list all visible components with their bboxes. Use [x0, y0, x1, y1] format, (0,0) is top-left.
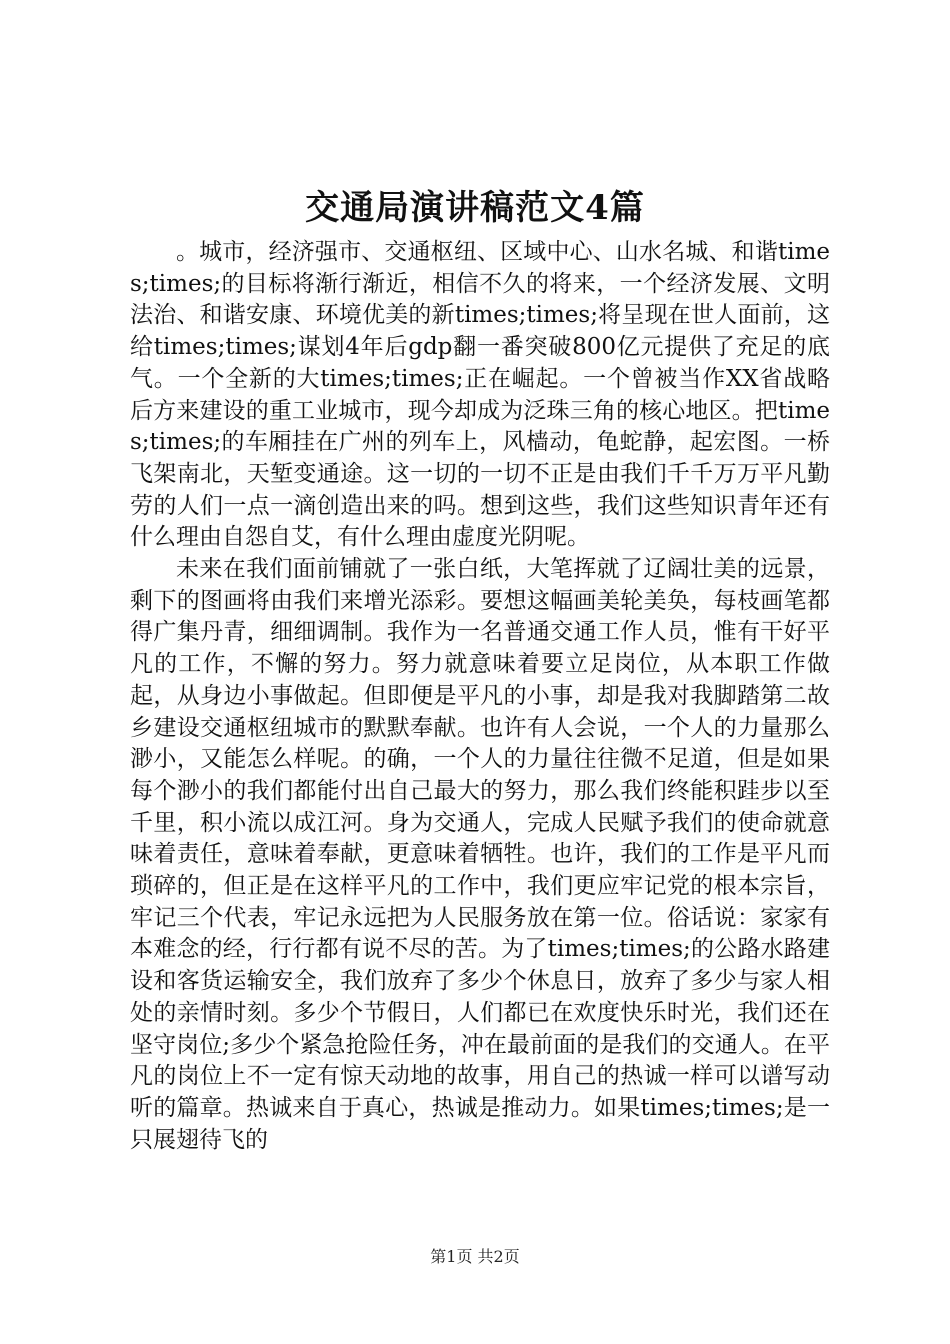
body-paragraph-2: 未来在我们面前铺就了一张白纸，大笔挥就了辽阔壮美的远景，剩下的图画将由我们来增光添彩。要想这幅画美轮美奂，每枝画笔都得广集丹青，细细调制。我作为一名普通交通工作人员，惟有干好平凡的工作，不懈的努力。努力就意味着要立足岗位，从本职工作做起，从身边小事做起。但即便是平凡的小事，却是我对我脚踏第二故乡建设交通枢纽城市的默默奉献。也许有人会说，一个人的力量那么渺小，又能怎么样呢。的确，一个人的力量往往微不足道，但是如果每个渺小的我们都能付出自己最大的努力，那么我们终能积跬步以至千里，积小流以成江河。身为交通人，完成人民赋予我们的使命就意味着责任，意味着奉献，更意味着牺牲。也许，我们的工作是平凡而琐碎的，但正是在这样平凡的工作中，我们更应牢记党的根本宗旨，牢记三个代表，牢记永远把为人民服务放在第一位。俗话说：家家有本难念的经，行行都有说不尽的苦。为了times;times;的公路水路建设和客货运输安全，我们放弃了多少个休息日，放弃了多少与家人相处的亲情时刻。多少个节假日，人们都已在欢度快乐时光，我们还在坚守岗位;多少个紧急抢险任务，冲在最前面的是我们的交通人。在平凡的岗位上不一定有惊天动地的故事，用自己的热诚一样可以谱写动听的篇章。热诚来自于真心，热诚是推动力。如果times;times;是一只展翅待飞的	[130, 556, 830, 1153]
document-title: 交通局演讲稿范文4篇	[305, 188, 645, 228]
body-paragraph-1: 。城市，经济强市、交通枢纽、区域中心、山水名城、和谐times;times;的目标将渐行渐近，相信不久的将来，一个经济发展、文明法治、和谐安康、环境优美的新times;times;将呈现在世人面前，这给times;times;谋划4年后gdp翻一番突破800亿元提供了充足的底气。一个全新的大times;times;正在崛起。一个曾被当作XX省战略后方来建设的重工业城市，现今却成为泛珠三角的核心地区。把times;times;的车厢挂在广州的列车上，风樯动，龟蛇静，起宏图。一桥飞架南北，天堑变通途。这一切的一切不正是由我们千千万万平凡勤劳的人们一点一滴创造出来的吗。想到这些，我们这些知识青年还有什么理由自怨自艾，有什么理由虚度光阴呢。	[130, 239, 830, 551]
document-body	[130, 237, 830, 1156]
page-footer: 第1页 共2页	[430, 1247, 520, 1266]
